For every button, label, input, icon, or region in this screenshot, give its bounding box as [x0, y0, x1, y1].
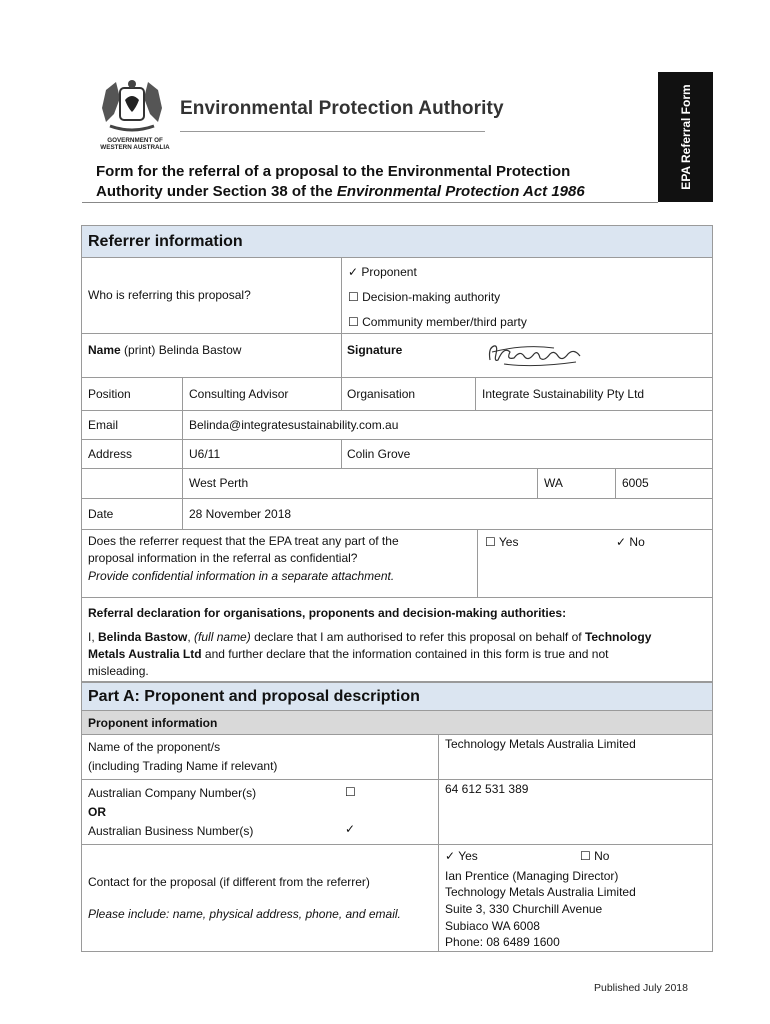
address-state: WA [544, 476, 563, 490]
company-number-row [81, 780, 713, 845]
position-label: Position [88, 387, 131, 401]
proponent-label-1: Name of the proponent/s [88, 740, 221, 754]
contact-yes-checkbox[interactable]: ✓ Yes [445, 849, 478, 863]
published-date: Published July 2018 [594, 982, 688, 994]
title-divider [82, 202, 658, 203]
option-decision-making-authority[interactable]: ☐ Decision-making authority [348, 290, 501, 304]
email-row [81, 411, 713, 440]
contact-line: Ian Prentice (Managing Director) [445, 869, 619, 883]
signature-image [484, 340, 584, 370]
email-label: Email [88, 418, 119, 432]
proponent-name-row [81, 735, 713, 780]
address-row-1 [81, 440, 713, 469]
contact-no-checkbox[interactable]: ☐ No [580, 849, 610, 863]
contact-line: Subiaco WA 6008 [445, 919, 540, 933]
contact-row [81, 845, 713, 952]
epa-referral-form-tab: EPA Referral Form [658, 72, 713, 202]
address-line1: U6/11 [189, 447, 221, 461]
contact-label: Contact for the proposal (if different from the referrer) [88, 875, 370, 889]
position-value: Consulting Advisor [189, 387, 289, 401]
company-number-value: 64 612 531 389 [445, 782, 529, 796]
address-street: Colin Grove [347, 447, 411, 461]
position-organisation-row [81, 378, 713, 411]
acn-label: Australian Company Number(s) [88, 786, 257, 800]
form-title: Form for the referral of a proposal to the Environmental Protection Authority under Section 38 of the Environmental Protection Act 1986 [96, 163, 585, 200]
section-part-a: Part A: Proponent and proposal description [81, 682, 713, 711]
address-suburb: West Perth [189, 476, 249, 490]
who-referring-row [81, 258, 713, 334]
confidential-note: Provide confidential information in a separate attachment. [88, 569, 395, 583]
contact-line: Phone: 08 6489 1600 [445, 935, 560, 949]
declaration-row [81, 598, 713, 682]
header-divider [180, 131, 485, 132]
option-proponent[interactable]: ✓ Proponent [348, 265, 417, 279]
declaration-line-3: misleading. [88, 664, 149, 678]
section-referrer-information: Referrer information [81, 225, 713, 258]
or-label: OR [88, 805, 106, 819]
declaration-line-2: Metals Australia Ltd and further declare that the information contained in this form is true and not [88, 647, 609, 661]
organisation-label: Organisation [347, 387, 416, 401]
address-label: Address [88, 447, 133, 461]
option-community-member[interactable]: ☐ Community member/third party [348, 315, 527, 329]
contact-line: Technology Metals Australia Limited [445, 885, 636, 899]
government-of-wa-caption: GOVERNMENT OF WESTERN AUSTRALIA [100, 137, 170, 151]
address-row-2 [81, 469, 713, 499]
contact-note: Please include: name, physical address, phone, and email. [88, 907, 401, 921]
epa-name: Environmental Protection Authority [180, 98, 504, 119]
confidential-question-1: Does the referrer request that the EPA treat any part of the [88, 534, 399, 548]
confidential-row [81, 530, 713, 598]
confidential-yes-checkbox[interactable]: ☐ Yes [485, 535, 519, 549]
name-signature-row [81, 334, 713, 378]
contact-line: Suite 3, 330 Churchill Avenue [445, 902, 603, 916]
address-postcode: 6005 [622, 476, 649, 490]
date-value: 28 November 2018 [189, 507, 292, 521]
declaration-line-1: I, Belinda Bastow, (full name) declare that I am authorised to refer this proposal on behalf of Technology [88, 630, 652, 644]
signature-label: Signature [347, 343, 403, 357]
email-value: Belinda@integratesustainability.com.au [189, 418, 399, 432]
abn-checkbox[interactable]: ✓ [345, 822, 356, 836]
acn-checkbox[interactable]: ☐ [345, 785, 356, 799]
declaration-title: Referral declaration for organisations, proponents and decision-making authorities: [88, 606, 567, 620]
who-referring-label: Who is referring this proposal? [88, 288, 251, 302]
date-label: Date [88, 507, 114, 521]
proponent-value: Technology Metals Australia Limited [445, 737, 636, 751]
proponent-information-header: Proponent information [81, 711, 713, 735]
confidential-no-checkbox[interactable]: ✓ No [616, 535, 645, 549]
name-field: Name (print) Belinda Bastow [88, 343, 242, 357]
confidential-question-2: proposal information in the referral as confidential? [88, 551, 358, 565]
proponent-label-2: (including Trading Name if relevant) [88, 759, 278, 773]
organisation-value: Integrate Sustainability Pty Ltd [482, 387, 645, 401]
date-row [81, 499, 713, 530]
abn-label: Australian Business Number(s) [88, 824, 254, 838]
